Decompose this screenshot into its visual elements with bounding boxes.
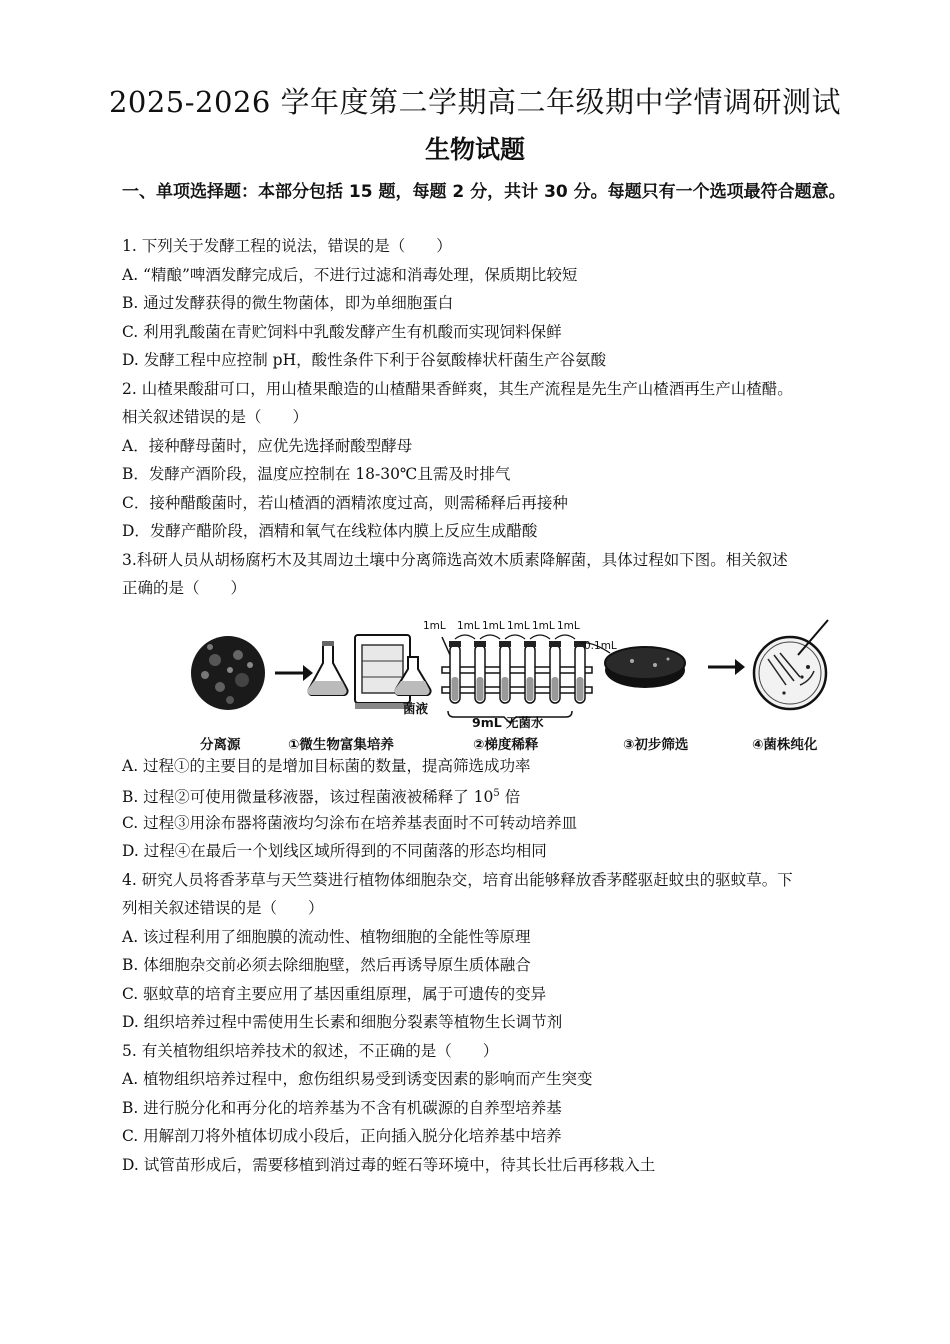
q1-option-d: D. 发酵工程中应控制 pH，酸性条件下利于谷氨酸棒状杆菌生产谷氨酸 — [122, 351, 607, 369]
q3-figure — [180, 615, 870, 760]
q2-stem-line2: 相关叙述错误的是（ ） — [122, 408, 309, 426]
q2-option-a: A．接种酵母菌时，应优先选择耐酸型酵母 — [122, 437, 413, 455]
q4-stem-line1: 4. 研究人员将香茅草与天竺葵进行植物体细胞杂交，培育出能够释放香茅醛驱赶蚊虫的驱蚊草。下 — [122, 871, 793, 889]
q5-option-c: C. 用解剖刀将外植体切成小段后，正向插入脱分化培养基中培养 — [122, 1127, 562, 1145]
q2-option-d: D．发酵产醋阶段，酒精和氧气在线粒体内膜上反应生成醋酸 — [122, 522, 538, 540]
figure-label-step3: ③初步筛选 — [623, 737, 689, 753]
q4-stem-line2: 列相关叙述错误的是（ ） — [122, 899, 324, 917]
figure-label-source: 分离源 — [200, 737, 241, 753]
q1-option-c: C. 利用乳酸菌在青贮饲料中乳酸发酵产生有机酸而实现饲料保鲜 — [122, 323, 562, 341]
q5-option-a: A. 植物组织培养过程中，愈伤组织易受到诱变因素的影响而产生突变 — [122, 1070, 593, 1088]
sterile-water-label: 9mL 无菌水 — [472, 715, 544, 730]
test-tube-liquid — [452, 677, 459, 701]
q4-option-c: C. 驱蚊草的培育主要应用了基因重组原理，属于可遗传的变异 — [122, 985, 547, 1003]
spread-plate-icon — [605, 647, 685, 688]
arrow-right-icon — [708, 659, 745, 675]
q5-option-d: D. 试管苗形成后，需要移植到消过毒的蛭石等环境中，待其长壮后再移栽入土 — [122, 1156, 656, 1174]
q2-option-c: C．接种醋酸菌时，若山楂酒的酒精浓度过高，则需稀释后再接种 — [122, 494, 568, 512]
transfer-volume-label: 1mL — [557, 620, 580, 632]
q3-stem-line2: 正确的是（ ） — [122, 579, 247, 597]
exam-subtitle: 生物试题 — [424, 135, 525, 164]
incubator-icon — [355, 635, 410, 709]
q3-option-b — [122, 782, 520, 809]
test-tube-cap — [549, 641, 561, 647]
arrow-right-icon — [275, 665, 313, 681]
q1-option-b: B. 通过发酵获得的微生物菌体，即为单细胞蛋白 — [122, 294, 454, 312]
transfer-volume-label: 1mL — [507, 620, 530, 632]
test-tube-cap — [449, 641, 461, 647]
test-tube-liquid — [477, 677, 484, 701]
q5-stem: 5. 有关植物组织培养技术的叙述，不正确的是（ ） — [122, 1042, 499, 1060]
first-transfer-volume-label: 1mL — [423, 620, 446, 632]
q5-option-b: B. 进行脱分化和再分化的培养基为不含有机碳源的自养型培养基 — [122, 1099, 562, 1117]
q2-stem-line1: 2. 山楂果酸甜可口，用山楂果酿造的山楂醋果香鲜爽，其生产流程是先生产山楂酒再生产山楂醋。 — [122, 380, 793, 398]
q3-option-c: C. 过程③用涂布器将菌液均匀涂布在培养基表面时不可转动培养皿 — [122, 814, 578, 832]
test-tube-cap — [474, 641, 486, 647]
enrichment-flask-icon — [307, 641, 347, 695]
q3-option-b-suffix: 倍 — [499, 788, 521, 807]
q4-option-a: A. 该过程利用了细胞膜的流动性、植物细胞的全能性等原理 — [122, 928, 531, 946]
pipette-icon — [442, 637, 450, 655]
transfer-volume-label: 1mL — [532, 620, 555, 632]
q4-option-b: B. 体细胞杂交前必须去除细胞壁，然后再诱导原生质体融合 — [122, 956, 531, 974]
test-tube-liquid — [577, 677, 584, 701]
section-heading: 一、单项选择题：本部分包括 15 题，每题 2 分，共计 30 分。每题只有一个选项最符合题意。 — [122, 182, 846, 202]
bacteria-liquid-label: 菌液 — [403, 701, 429, 716]
q1-option-a: A. “精酿”啤酒发酵完成后，不进行过滤和消毒处理，保质期比较短 — [122, 266, 578, 284]
q3-option-a: A. 过程①的主要目的是增加目标菌的数量，提高筛选成功率 — [122, 757, 531, 775]
transfer-volume-label: 1mL — [482, 620, 505, 632]
q3-option-d: D. 过程④在最后一个划线区域所得到的不同菌落的形态均相同 — [122, 842, 547, 860]
test-tube-liquid — [502, 677, 509, 701]
q3-option-b-exponent: 5 — [493, 788, 500, 799]
test-tube-cap — [524, 641, 536, 647]
test-tube-cap — [499, 641, 511, 647]
test-tube-liquid — [552, 677, 559, 701]
q1-stem: 1. 下列关于发酵工程的说法，错误的是（ ） — [122, 237, 452, 255]
figure-label-step1: ①微生物富集培养 — [288, 737, 394, 753]
dilution-tube-rack — [442, 641, 592, 703]
q4-option-d: D. 组织培养过程中需使用生长素和细胞分裂素等植物生长调节剂 — [122, 1013, 563, 1031]
streak-plate-icon — [754, 620, 828, 709]
figure-label-step2: ②梯度稀释 — [473, 737, 539, 753]
transfer-volume-label: 1mL — [457, 620, 480, 632]
exam-title: 2025-2026 学年度第二学期高二年级期中学情调研测试 — [108, 85, 842, 119]
spread-volume-label: 0.1mL — [584, 640, 617, 652]
q3-option-b-text: B. 过程②可使用微量移液器，该过程菌液被稀释了 10 — [122, 788, 494, 807]
figure-label-step4: ④菌株纯化 — [752, 737, 818, 753]
soil-sample-illustration — [191, 636, 265, 710]
q3-stem-line1: 3.科研人员从胡杨腐朽木及其周边土壤中分离筛选高效木质素降解菌，具体过程如下图。相关叙述 — [122, 551, 788, 569]
q2-option-b: B．发酵产酒阶段，温度应控制在 18-30℃且需及时排气 — [122, 465, 511, 483]
test-tube-liquid — [527, 677, 534, 701]
